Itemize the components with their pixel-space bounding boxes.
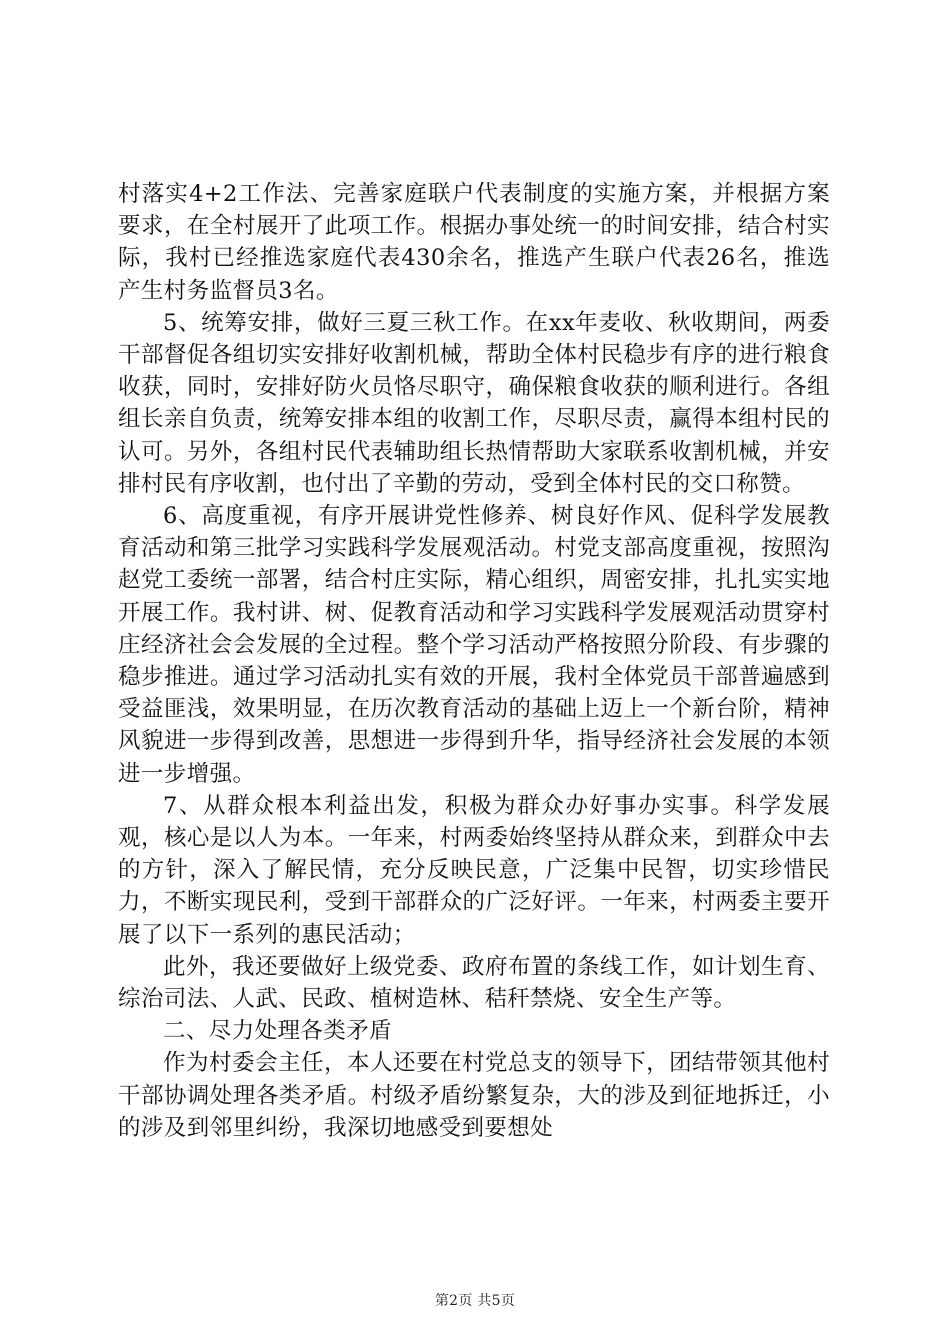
paragraph-additional-work: 此外，我还要做好上级党委、政府布置的条线工作，如计划生育、综治司法、人武、民政、植树造林、秸秆禁烧、安全生产等。: [118, 953, 830, 1013]
document-body: [118, 178, 830, 1144]
paragraph-item-7: 7、从群众根本利益出发，积极为群众办好事办实事。科学发展观，核心是以人为本。一年来，村两委始终坚持从群众来，到群众中去的方针，深入了解民情，充分反映民意，广泛集中民智，切实珍惜民力，不断实现民利，受到干部群众的广泛好评。一年来，村两委主要开展了以下一系列的惠民活动；: [118, 792, 830, 948]
page-footer: 第2页 共5页: [434, 1293, 516, 1309]
paragraph-continuation: 村落实4+2工作法、完善家庭联户代表制度的实施方案，并根据方案要求，在全村展开了此项工作。根据办事处统一的时间安排，结合村实际，我村已经推选家庭代表430余名，推选产生联户代表26名，推选产生村务监督员3名。: [118, 181, 830, 304]
paragraph-conflict-handling: 作为村委会主任，本人还要在村党总支的领导下，团结带领其他村干部协调处理各类矛盾。村级矛盾纷繁复杂，大的涉及到征地拆迁，小的涉及到邻里纠纷，我深切地感受到要想处: [118, 1050, 830, 1141]
paragraph-item-5: 5、统筹安排，做好三夏三秋工作。在xx年麦收、秋收期间，两委干部督促各组切实安排好收割机械，帮助全体村民稳步有序的进行粮食收获，同时，安排好防火员恪尽职守，确保粮食收获的顺利进行。各组组长亲自负责，统筹安排本组的收割工作，尽职尽责，赢得本组村民的认可。另外，各组村民代表辅助组长热情帮助大家联系收割机械，并安排村民有序收割，也付出了辛勤的劳动，受到全体村民的交口称赞。: [118, 309, 830, 497]
paragraph-item-6: 6、高度重视，有序开展讲党性修养、树良好作风、促科学发展教育活动和第三批学习实践科学发展观活动。村党支部高度重视，按照沟赵党工委统一部署，结合村庄实际，精心组织，周密安排，扎扎实实地开展工作。我村讲、树、促教育活动和学习实践科学发展观活动贯穿村庄经济社会会发展的全过程。整个学习活动严格按照分阶段、有步骤的稳步推进。通过学习活动扎实有效的开展，我村全体党员干部普遍感到受益匪浅，效果明显，在历次教育活动的基础上迈上一个新台阶，精神风貌进一步得到改善，思想进一步得到升华，指导经济社会发展的本领进一步增强。: [118, 503, 830, 787]
section-heading-2: 二、尽力处理各类矛盾: [163, 1018, 393, 1045]
